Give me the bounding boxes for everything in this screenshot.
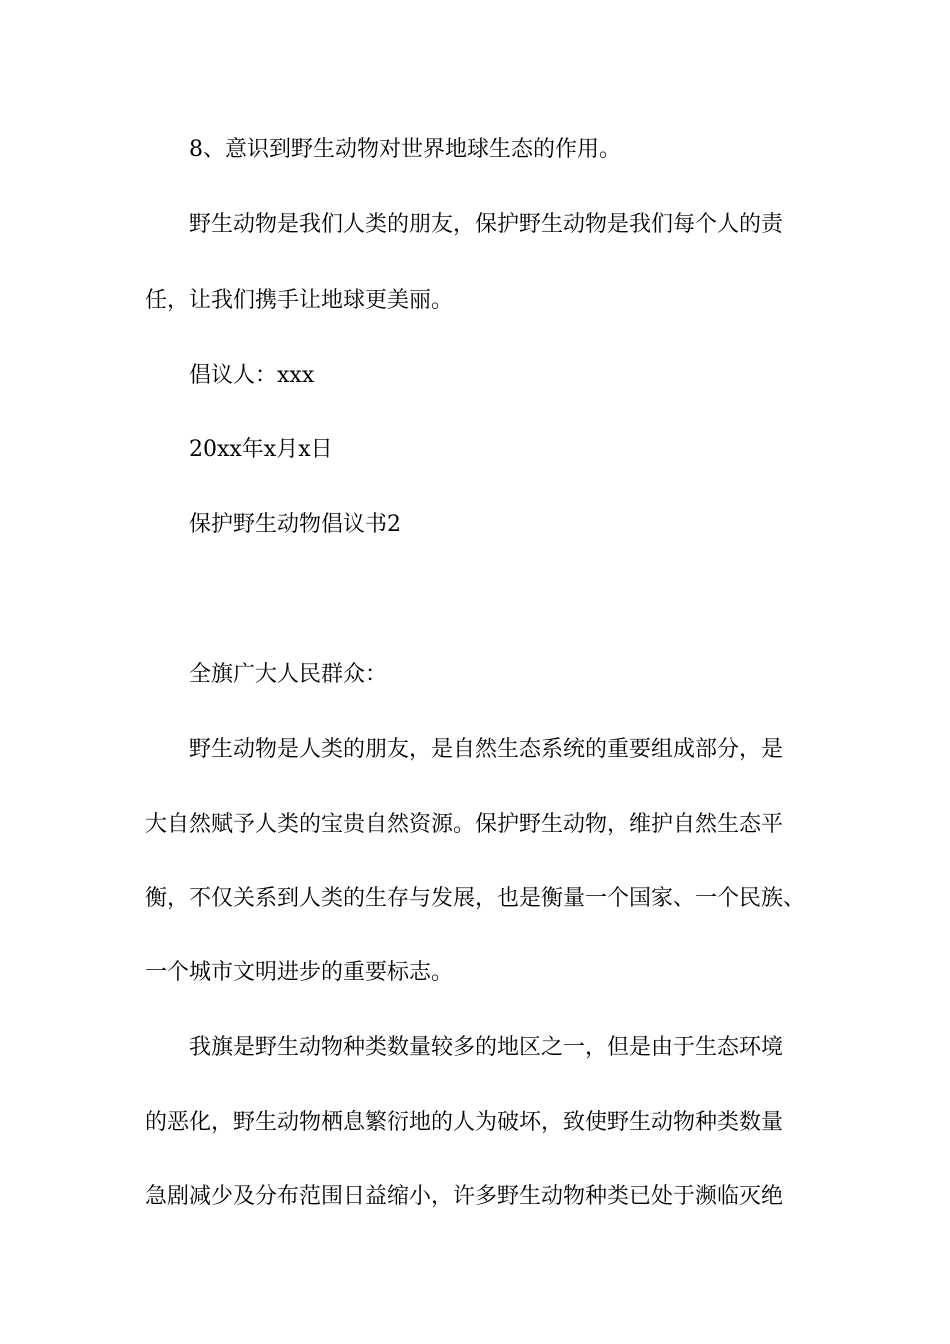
section-title: 保护野生动物倡议书2 xyxy=(189,512,401,537)
paragraph-line: 我旗是野生动物种类数量较多的地区之一，但是由于生态环境 xyxy=(189,1035,784,1060)
paragraph-line: 一个城市文明进步的重要标志。 xyxy=(145,960,454,985)
paragraph-line: 大自然赋予人类的宝贵自然资源。保护野生动物，维护自然生态平 xyxy=(145,812,784,837)
paragraph-line: 急剧减少及分布范围日益缩小，许多野生动物种类已处于濒临灭绝 xyxy=(145,1184,784,1209)
date-line: 20xx年x月x日 xyxy=(189,437,333,462)
salutation: 全旗广大人民群众： xyxy=(189,662,388,687)
paragraph-line: 任，让我们携手让地球更美丽。 xyxy=(145,288,454,313)
paragraph-line: 衡，不仅关系到人类的生存与发展，也是衡量一个国家、一个民族、 xyxy=(145,886,806,911)
paragraph-line: 野生动物是我们人类的朋友，保护野生动物是我们每个人的责 xyxy=(189,212,784,237)
paragraph-line: 野生动物是人类的朋友，是自然生态系统的重要组成部分，是 xyxy=(189,737,784,762)
list-item-8: 8、意识到野生动物对世界地球生态的作用。 xyxy=(189,137,621,162)
proposer-line: 倡议人：xxx xyxy=(189,363,315,388)
paragraph-line: 的恶化，野生动物栖息繁衍地的人为破坏，致使野生动物种类数量 xyxy=(145,1110,784,1135)
